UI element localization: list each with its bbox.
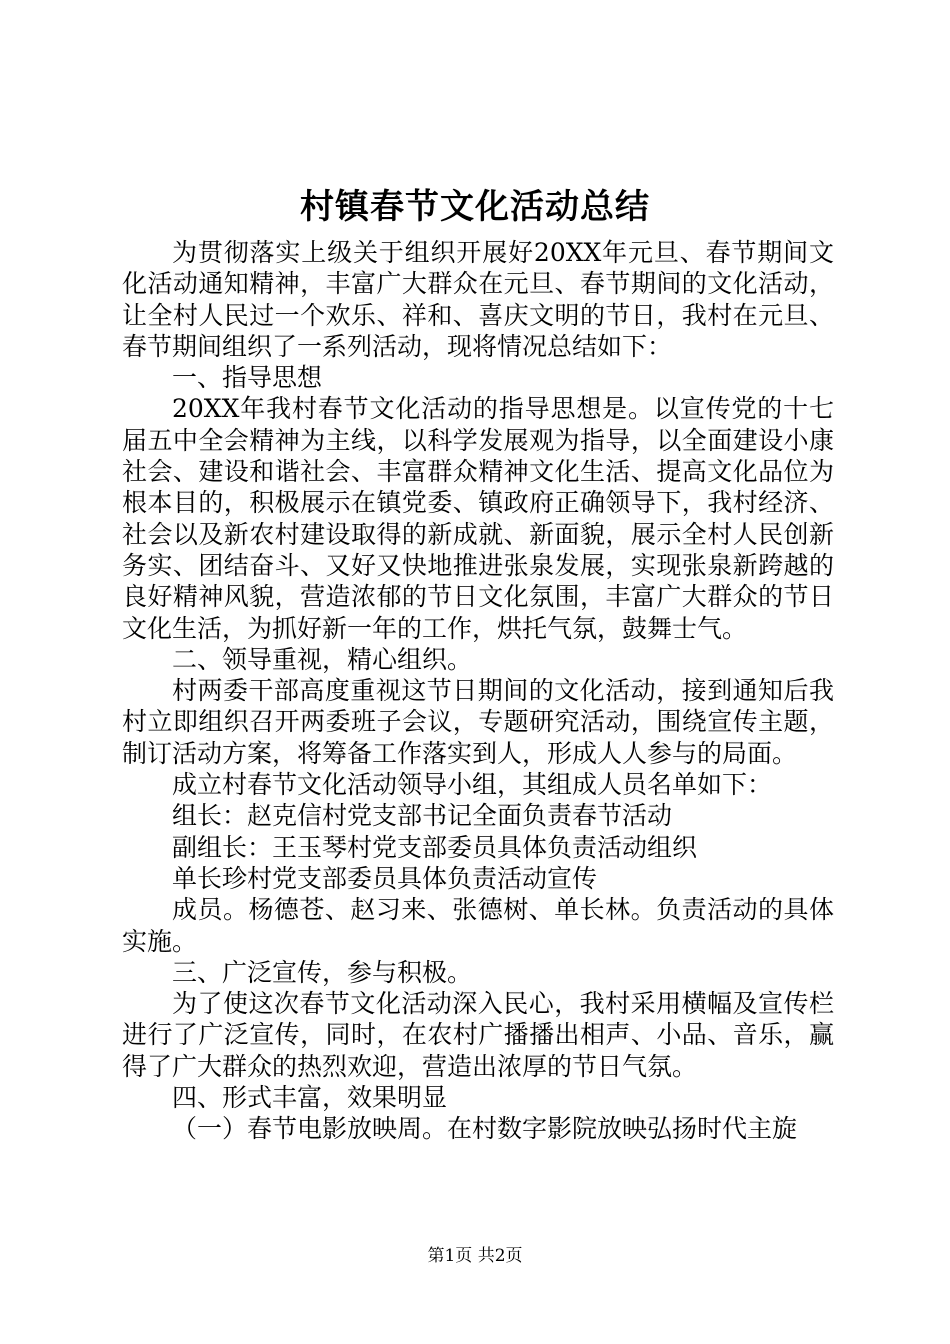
paragraph-guiding-ideology: 20XX年我村春节文化活动的指导思想是。以宣传党的十七届五中全会精神为主线，以科学发展观为指导，以全面建设小康社会、建设和谐社会、丰富群众精神文化生活、提高文化品位为根本目的，积极展示在镇党委、镇政府正确领导下，我村经济、社会以及新农村建设取得的新成就、新面貌，展示全村人民创新务实、团结奋斗、又好又快地推进张泉发展，实现张泉新跨越的良好精神风貌，营造浓郁的节日文化氛围，丰富广大群众的节日文化生活，为抓好新一年的工作，烘托气氛，鼓舞士气。 [122, 394, 834, 643]
paragraph-deputy-leader: 副组长：王玉琴村党支部委员具体负责活动组织 [172, 832, 698, 862]
paragraph-leadership: 村两委干部高度重视这节日期间的文化活动，接到通知后我村立即组织召开两委班子会议，专题研究活动，围绕宣传主题，制订活动方案，将筹备工作落实到人，形成人人参与的局面。 [122, 676, 834, 768]
paragraph-intro: 为贯彻落实上级关于组织开展好20XX年元旦、春节期间文化活动通知精神，丰富广大群众在元旦、春节期间的文化活动，让全村人民过一个欢乐、祥和、喜庆文明的节日，我村在元旦、春节期间组织了一系列活动，现将情况总结如下： [122, 238, 834, 361]
heading-forms: 四、形式丰富，效果明显 [172, 1083, 448, 1113]
paragraph-members: 成员。杨德苍、赵习来、张德树、单长林。负责活动的具体实施。 [122, 895, 834, 956]
paragraph-leading-group: 成立村春节文化活动领导小组，其组成人员名单如下： [172, 770, 773, 800]
page-number-footer: 第1页 共2页 [427, 1246, 523, 1266]
document-title: 村镇春节文化活动总结 [300, 187, 650, 227]
heading-leadership: 二、领导重视，精心组织。 [172, 644, 473, 674]
document-body [122, 237, 834, 1145]
paragraph-publicity-member: 单长珍村党支部委员具体负责活动宣传 [172, 863, 598, 893]
paragraph-publicity: 为了使这次春节文化活动深入民心，我村采用横幅及宣传栏进行了广泛宣传，同时，在农村广播播出相声、小品、音乐，赢得了广大群众的热烈欢迎，营造出浓厚的节日气氛。 [122, 989, 834, 1081]
paragraph-film-week: （一）春节电影放映周。在村数字影院放映弘扬时代主旋 [172, 1114, 798, 1144]
heading-publicity: 三、广泛宣传，参与积极。 [172, 957, 473, 987]
heading-guiding-ideology: 一、指导思想 [172, 363, 323, 393]
paragraph-group-leader: 组长：赵克信村党支部书记全面负责春节活动 [172, 801, 673, 831]
